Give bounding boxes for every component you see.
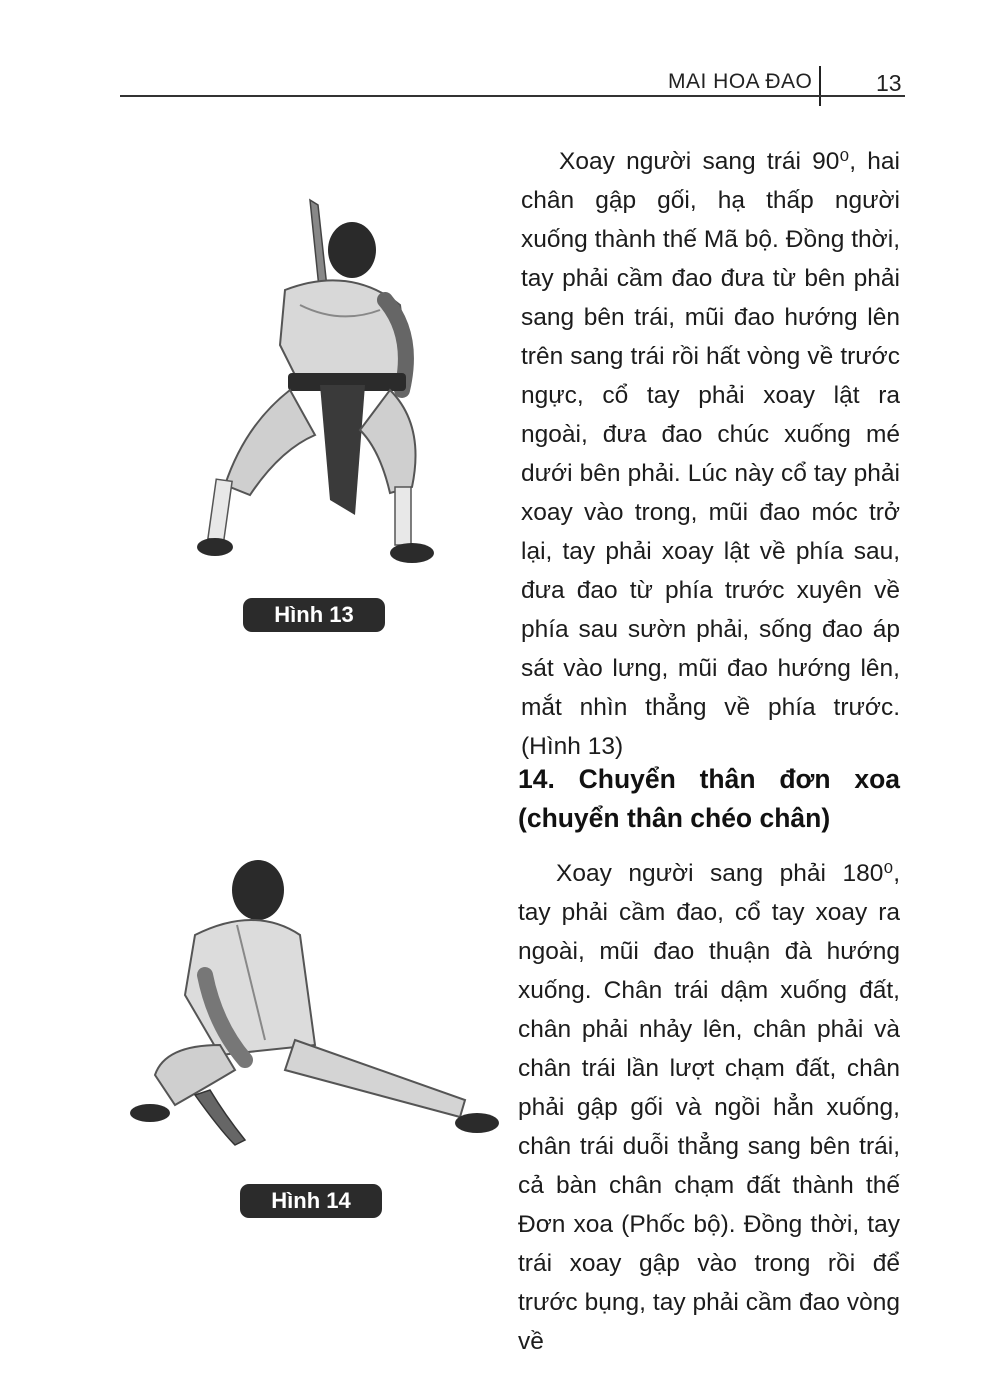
figure-13-caption: Hình 13 — [243, 598, 385, 632]
header-rule — [120, 95, 905, 97]
paragraph-2-text: Xoay người sang phải 180⁰, tay phải cầm đao, cổ tay xoay ra ngoài, mũi đao thuận đà hướng xuống. Chân trái dậm xuống đất, chân phải nhảy lên, chân phải và chân trái lần lượt chạm đất, chân phải gập gối và ngồi hẳn xuống, chân trái duỗi thẳng sang bên trái, cả bàn chân chạm đất thành thế Đơn xoa (Phốc bộ). Đồng thời, tay trái xoay gập vào trong rồi để trước bụng, tay phải cầm đao vòng về — [518, 860, 900, 1355]
section-heading-14: 14. Chuyển thân đơn xoa (chuyển thân chéo chân) — [518, 764, 900, 833]
header-separator — [819, 66, 821, 106]
figure-14-illustration — [125, 855, 505, 1155]
page-number: 13 — [876, 70, 902, 96]
paragraph-1 — [521, 142, 900, 766]
paragraph-1-text: Xoay người sang trái 90⁰, hai chân gập gối, hạ thấp người xuống thành thế Mã bộ. Đồng thời, tay phải cầm đao đưa từ bên phải sang bên trái, mũi đao hướng lên trên sang trái rồi hất vòng về trước ngực, cổ tay phải xoay lật ra ngoài, đưa đao chúc xuống mé dưới bên phải. Lúc này cổ tay phải xoay vào trong, mũi đao móc trở lại, tay phải xoay lật về phía sau, đưa đao từ phía trước xuyên về phía sau sườn phải, sống đao áp sát vào lưng, mũi đao hướng lên, mắt nhìn thẳng về phía trước. (Hình 13) — [521, 148, 900, 760]
running-title: MAI HOA ĐAO — [668, 70, 813, 93]
figure-13-illustration — [190, 195, 440, 585]
figure-14-caption: Hình 14 — [240, 1184, 382, 1218]
paragraph-2 — [518, 854, 900, 1361]
